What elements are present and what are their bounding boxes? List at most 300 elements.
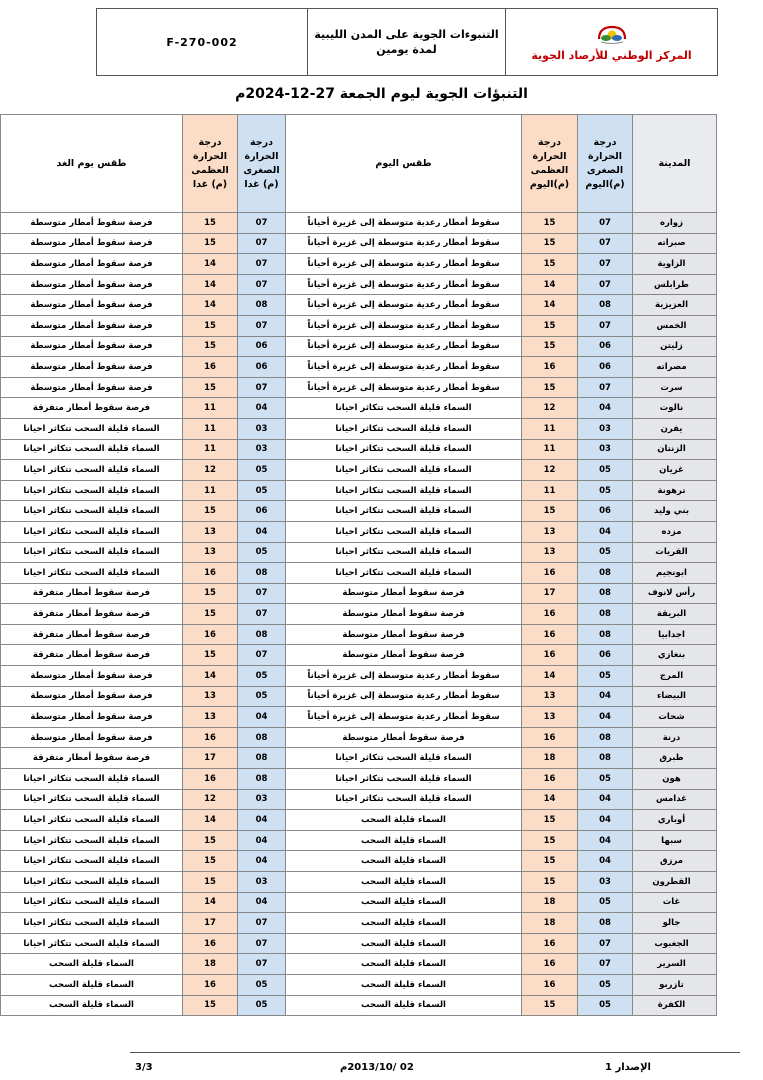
cell-max-today: 16 (522, 974, 578, 995)
cell-max-tomorrow: 11 (183, 480, 238, 501)
cell-min-tomorrow: 05 (238, 460, 286, 481)
cell-city: القطرون (633, 872, 717, 893)
cell-city: بنغازي (633, 645, 717, 666)
cell-min-tomorrow: 03 (238, 418, 286, 439)
cell-min-today: 05 (578, 666, 633, 687)
cell-max-today: 15 (522, 872, 578, 893)
cell-weather-today: سقوط أمطار رعدية متوسطة إلى غزيرة أحياناً (286, 377, 522, 398)
cell-weather-today: السماء قليلة السحب (286, 810, 522, 831)
cell-city: غدامس (633, 789, 717, 810)
cell-max-tomorrow: 11 (183, 418, 238, 439)
cell-min-tomorrow: 07 (238, 583, 286, 604)
cell-weather-tomorrow: السماء قليلة السحب تتكاثر احيانا (1, 460, 183, 481)
cell-city: اجدابيا (633, 624, 717, 645)
cell-max-today: 16 (522, 563, 578, 584)
page-title: التنبؤات الجوية ليوم الجمعة 27-12-2024م (235, 86, 528, 102)
cell-min-today: 08 (578, 563, 633, 584)
cell-min-today: 03 (578, 439, 633, 460)
cell-min-tomorrow: 04 (238, 851, 286, 872)
cell-max-tomorrow: 16 (183, 769, 238, 790)
cell-weather-today: السماء قليلة السحب تتكاثر احيانا (286, 563, 522, 584)
cell-max-tomorrow: 13 (183, 707, 238, 728)
cell-city: الزاوية (633, 254, 717, 275)
cell-city: المرج (633, 666, 717, 687)
cell-max-today: 16 (522, 357, 578, 378)
cell-min-tomorrow: 05 (238, 686, 286, 707)
cell-max-today: 13 (522, 707, 578, 728)
cell-weather-tomorrow: السماء قليلة السحب تتكاثر احيانا (1, 789, 183, 810)
cell-min-tomorrow: 04 (238, 892, 286, 913)
cell-weather-today: السماء قليلة السحب (286, 830, 522, 851)
cell-weather-tomorrow: فرصة سقوط أمطار متوسطة (1, 213, 183, 234)
cell-max-tomorrow: 15 (183, 583, 238, 604)
cell-city: يفرن (633, 418, 717, 439)
table-row (1, 769, 717, 790)
table-row (1, 439, 717, 460)
table-row (1, 707, 717, 728)
cell-weather-tomorrow: السماء قليلة السحب تتكاثر احيانا (1, 933, 183, 954)
cell-weather-tomorrow: فرصة سقوط أمطار متوسطة (1, 727, 183, 748)
table-row (1, 274, 717, 295)
cell-min-tomorrow: 05 (238, 995, 286, 1016)
cell-min-today: 08 (578, 727, 633, 748)
table-row (1, 604, 717, 625)
cell-weather-today: السماء قليلة السحب تتكاثر احيانا (286, 521, 522, 542)
cell-max-today: 15 (522, 233, 578, 254)
cell-min-tomorrow: 04 (238, 830, 286, 851)
cell-max-tomorrow: 14 (183, 810, 238, 831)
cell-max-tomorrow: 15 (183, 995, 238, 1016)
cell-min-tomorrow: 06 (238, 357, 286, 378)
cell-weather-tomorrow: فرصة سقوط أمطار متوسطة (1, 254, 183, 275)
cell-weather-tomorrow: السماء قليلة السحب تتكاثر احيانا (1, 563, 183, 584)
cell-city: غريان (633, 460, 717, 481)
col-min-tomorrow-header: درجة الحرارة الصغرى (م) غدا (238, 115, 286, 213)
cell-weather-tomorrow: السماء قليلة السحب تتكاثر احيانا (1, 480, 183, 501)
cell-weather-today: سقوط أمطار رعدية متوسطة إلى غزيرة أحياناً (286, 315, 522, 336)
cell-max-tomorrow: 16 (183, 563, 238, 584)
table-row (1, 398, 717, 419)
cell-city: مصراته (633, 357, 717, 378)
cell-min-tomorrow: 03 (238, 872, 286, 893)
cell-city: شحات (633, 707, 717, 728)
cell-min-tomorrow: 08 (238, 769, 286, 790)
cell-weather-tomorrow: السماء قليلة السحب تتكاثر احيانا (1, 830, 183, 851)
cell-min-today: 07 (578, 213, 633, 234)
cell-city: طبرق (633, 748, 717, 769)
cell-min-tomorrow: 08 (238, 727, 286, 748)
table-row (1, 686, 717, 707)
cell-min-today: 03 (578, 418, 633, 439)
cell-max-tomorrow: 15 (183, 851, 238, 872)
cell-weather-tomorrow: السماء قليلة السحب تتكاثر احيانا (1, 892, 183, 913)
cell-min-today: 08 (578, 624, 633, 645)
cell-city: العزيزية (633, 295, 717, 316)
cell-max-tomorrow: 12 (183, 460, 238, 481)
table-row (1, 233, 717, 254)
cell-min-tomorrow: 04 (238, 810, 286, 831)
cell-weather-tomorrow: السماء قليلة السحب تتكاثر احيانا (1, 521, 183, 542)
cell-max-tomorrow: 17 (183, 913, 238, 934)
cell-min-tomorrow: 07 (238, 315, 286, 336)
cell-min-tomorrow: 07 (238, 954, 286, 975)
cell-city: ترهونة (633, 480, 717, 501)
cell-city: بني وليد (633, 501, 717, 522)
cell-min-tomorrow: 08 (238, 295, 286, 316)
footer-page: 3/3 (135, 1062, 153, 1073)
table-row (1, 583, 717, 604)
cell-min-today: 05 (578, 542, 633, 563)
cell-weather-tomorrow: السماء قليلة السحب تتكاثر احيانا (1, 769, 183, 790)
cell-weather-today: السماء قليلة السحب (286, 974, 522, 995)
cell-city: سبها (633, 830, 717, 851)
col-weather-today-header: طقس اليوم (286, 115, 522, 213)
cell-max-tomorrow: 12 (183, 789, 238, 810)
cell-city: تازربو (633, 974, 717, 995)
cell-max-today: 13 (522, 542, 578, 563)
cell-min-tomorrow: 06 (238, 336, 286, 357)
table-row (1, 295, 717, 316)
document-title-line1: التنبوءات الجوية على المدن الليبية (314, 28, 499, 41)
cell-min-tomorrow: 04 (238, 707, 286, 728)
cell-city: الجغبوب (633, 933, 717, 954)
cell-max-tomorrow: 17 (183, 748, 238, 769)
table-row (1, 933, 717, 954)
cell-max-today: 18 (522, 913, 578, 934)
cell-max-tomorrow: 15 (183, 501, 238, 522)
cell-city: جالو (633, 913, 717, 934)
cell-min-today: 05 (578, 769, 633, 790)
cell-min-today: 05 (578, 480, 633, 501)
cell-weather-tomorrow: فرصة سقوط أمطار متوسطة (1, 666, 183, 687)
cell-max-today: 16 (522, 954, 578, 975)
cell-min-today: 04 (578, 789, 633, 810)
cell-min-tomorrow: 07 (238, 645, 286, 666)
table-header-row (1, 115, 717, 213)
cell-weather-today: السماء قليلة السحب تتكاثر احيانا (286, 501, 522, 522)
cell-max-tomorrow: 14 (183, 254, 238, 275)
table-row (1, 995, 717, 1016)
cell-weather-tomorrow: فرصة سقوط أمطار متوسطة (1, 295, 183, 316)
cell-weather-today: فرصة سقوط أمطار متوسطة (286, 727, 522, 748)
cell-max-tomorrow: 13 (183, 542, 238, 563)
cell-weather-today: السماء قليلة السحب تتكاثر احيانا (286, 439, 522, 460)
cell-weather-tomorrow: فرصة سقوط أمطار متفرقة (1, 398, 183, 419)
cell-weather-today: السماء قليلة السحب تتكاثر احيانا (286, 748, 522, 769)
cell-max-today: 15 (522, 995, 578, 1016)
cell-max-tomorrow: 15 (183, 213, 238, 234)
table-row (1, 213, 717, 234)
cell-weather-today: السماء قليلة السحب تتكاثر احيانا (286, 789, 522, 810)
cell-weather-today: سقوط أمطار رعدية متوسطة إلى غزيرة أحياناً (286, 213, 522, 234)
cell-max-today: 15 (522, 336, 578, 357)
cell-weather-tomorrow: فرصة سقوط أمطار متوسطة (1, 233, 183, 254)
table-row (1, 872, 717, 893)
cell-weather-tomorrow: فرصة سقوط أمطار متوسطة (1, 336, 183, 357)
form-code: F-270-002 (166, 35, 238, 49)
cell-min-tomorrow: 07 (238, 377, 286, 398)
cell-min-today: 05 (578, 460, 633, 481)
cell-min-today: 04 (578, 851, 633, 872)
document-header (96, 8, 718, 76)
cell-city: رأس لانوف (633, 583, 717, 604)
table-row (1, 357, 717, 378)
cell-max-today: 11 (522, 439, 578, 460)
table-row (1, 810, 717, 831)
cell-weather-tomorrow: السماء قليلة السحب تتكاثر احيانا (1, 810, 183, 831)
cell-max-today: 16 (522, 933, 578, 954)
cell-min-today: 06 (578, 357, 633, 378)
cell-max-tomorrow: 15 (183, 336, 238, 357)
cell-city: مزده (633, 521, 717, 542)
table-row (1, 748, 717, 769)
cell-weather-today: السماء قليلة السحب (286, 954, 522, 975)
cell-weather-tomorrow: السماء قليلة السحب تتكاثر احيانا (1, 501, 183, 522)
cell-min-tomorrow: 07 (238, 933, 286, 954)
cell-max-tomorrow: 16 (183, 727, 238, 748)
cell-min-today: 08 (578, 583, 633, 604)
cell-max-today: 18 (522, 748, 578, 769)
col-max-tomorrow-header: درجة الحرارة العظمى (م) غدا (183, 115, 238, 213)
document-title-line2: لمدة يومين (376, 43, 437, 56)
cell-max-today: 12 (522, 460, 578, 481)
cell-max-tomorrow: 14 (183, 892, 238, 913)
cell-weather-today: فرصة سقوط أمطار متوسطة (286, 604, 522, 625)
cell-max-today: 16 (522, 604, 578, 625)
table-row (1, 666, 717, 687)
cell-weather-today: السماء قليلة السحب (286, 913, 522, 934)
cell-city: زليتن (633, 336, 717, 357)
cell-weather-tomorrow: السماء قليلة السحب (1, 995, 183, 1016)
cell-max-tomorrow: 15 (183, 872, 238, 893)
cell-weather-tomorrow: فرصة سقوط أمطار متوسطة (1, 315, 183, 336)
table-row (1, 892, 717, 913)
cell-city: زواره (633, 213, 717, 234)
cell-min-today: 08 (578, 604, 633, 625)
cell-weather-tomorrow: فرصة سقوط أمطار متوسطة (1, 707, 183, 728)
cell-max-today: 14 (522, 789, 578, 810)
table-row (1, 542, 717, 563)
cell-min-today: 08 (578, 295, 633, 316)
cell-weather-tomorrow: فرصة سقوط أمطار متوسطة (1, 377, 183, 398)
cell-weather-tomorrow: السماء قليلة السحب (1, 954, 183, 975)
table-row (1, 460, 717, 481)
cell-max-tomorrow: 16 (183, 624, 238, 645)
cell-weather-tomorrow: السماء قليلة السحب تتكاثر احيانا (1, 542, 183, 563)
cell-city: صبراته (633, 233, 717, 254)
col-city-header: المدينة (633, 115, 717, 213)
cell-weather-today: فرصة سقوط أمطار متوسطة (286, 583, 522, 604)
cell-max-today: 14 (522, 274, 578, 295)
cell-min-today: 06 (578, 501, 633, 522)
cell-max-tomorrow: 11 (183, 398, 238, 419)
cell-max-tomorrow: 14 (183, 666, 238, 687)
cell-min-today: 04 (578, 398, 633, 419)
cell-min-tomorrow: 05 (238, 666, 286, 687)
cell-weather-today: السماء قليلة السحب (286, 892, 522, 913)
cell-max-today: 14 (522, 666, 578, 687)
cell-max-tomorrow: 16 (183, 933, 238, 954)
cell-min-today: 08 (578, 748, 633, 769)
cell-city: القريات (633, 542, 717, 563)
table-row (1, 521, 717, 542)
cell-min-today: 04 (578, 707, 633, 728)
cell-max-today: 15 (522, 830, 578, 851)
document-title-block (307, 9, 505, 75)
cell-min-today: 06 (578, 336, 633, 357)
cell-city: أوباري (633, 810, 717, 831)
cell-city: السرير (633, 954, 717, 975)
cell-max-today: 11 (522, 480, 578, 501)
cell-max-tomorrow: 15 (183, 604, 238, 625)
cell-min-tomorrow: 07 (238, 213, 286, 234)
cell-city: طرابلس (633, 274, 717, 295)
cell-min-today: 07 (578, 315, 633, 336)
cell-min-today: 08 (578, 913, 633, 934)
cell-max-tomorrow: 16 (183, 974, 238, 995)
cell-min-today: 03 (578, 872, 633, 893)
cell-weather-today: السماء قليلة السحب (286, 995, 522, 1016)
cell-weather-tomorrow: فرصة سقوط أمطار متفرقة (1, 624, 183, 645)
cell-min-tomorrow: 03 (238, 789, 286, 810)
col-min-today-header: درجة الحرارة الصغرى (م)اليوم (578, 115, 633, 213)
forecast-table (0, 114, 717, 1016)
cell-min-tomorrow: 03 (238, 439, 286, 460)
cell-max-today: 13 (522, 686, 578, 707)
cell-max-today: 17 (522, 583, 578, 604)
cell-min-tomorrow: 07 (238, 274, 286, 295)
table-row (1, 377, 717, 398)
cell-weather-tomorrow: السماء قليلة السحب تتكاثر احيانا (1, 418, 183, 439)
cell-max-today: 15 (522, 254, 578, 275)
cell-max-tomorrow: 15 (183, 377, 238, 398)
cell-city: درنة (633, 727, 717, 748)
cell-weather-today: السماء قليلة السحب تتكاثر احيانا (286, 398, 522, 419)
cell-weather-tomorrow: فرصة سقوط أمطار متفرقة (1, 604, 183, 625)
cell-min-today: 04 (578, 686, 633, 707)
col-weather-tomorrow-header: طقس يوم الغد (1, 115, 183, 213)
table-row (1, 418, 717, 439)
cell-min-tomorrow: 04 (238, 521, 286, 542)
cell-city: نالوت (633, 398, 717, 419)
cell-weather-today: السماء قليلة السحب (286, 851, 522, 872)
weather-logo-icon (595, 23, 629, 45)
cell-weather-today: سقوط أمطار رعدية متوسطة إلى غزيرة أحياناً (286, 254, 522, 275)
cell-max-today: 15 (522, 213, 578, 234)
cell-min-tomorrow: 05 (238, 974, 286, 995)
cell-max-today: 16 (522, 645, 578, 666)
cell-weather-tomorrow: فرصة سقوط أمطار متوسطة (1, 686, 183, 707)
cell-weather-today: سقوط أمطار رعدية متوسطة إلى غزيرة أحياناً (286, 233, 522, 254)
cell-max-today: 15 (522, 851, 578, 872)
table-row (1, 954, 717, 975)
cell-city: البيضاء (633, 686, 717, 707)
cell-min-tomorrow: 08 (238, 748, 286, 769)
cell-weather-today: سقوط أمطار رعدية متوسطة إلى غزيرة أحياناً (286, 336, 522, 357)
cell-max-today: 14 (522, 295, 578, 316)
cell-weather-today: سقوط أمطار رعدية متوسطة إلى غزيرة أحياناً (286, 295, 522, 316)
cell-min-today: 05 (578, 995, 633, 1016)
table-row (1, 624, 717, 645)
cell-city: البريقة (633, 604, 717, 625)
table-row (1, 336, 717, 357)
cell-weather-today: السماء قليلة السحب تتكاثر احيانا (286, 480, 522, 501)
cell-weather-today: السماء قليلة السحب تتكاثر احيانا (286, 769, 522, 790)
cell-max-tomorrow: 18 (183, 954, 238, 975)
cell-city: هون (633, 769, 717, 790)
cell-weather-tomorrow: السماء قليلة السحب تتكاثر احيانا (1, 851, 183, 872)
cell-min-today: 04 (578, 810, 633, 831)
cell-max-tomorrow: 16 (183, 357, 238, 378)
cell-min-today: 07 (578, 233, 633, 254)
cell-max-tomorrow: 15 (183, 233, 238, 254)
cell-weather-today: السماء قليلة السحب تتكاثر احيانا (286, 542, 522, 563)
cell-weather-today: السماء قليلة السحب تتكاثر احيانا (286, 460, 522, 481)
footer-divider (130, 1052, 740, 1053)
cell-city: الكفرة (633, 995, 717, 1016)
cell-weather-today: السماء قليلة السحب (286, 872, 522, 893)
table-row (1, 645, 717, 666)
table-row (1, 563, 717, 584)
cell-weather-today: سقوط أمطار رعدية متوسطة إلى غزيرة أحياناً (286, 357, 522, 378)
table-row (1, 974, 717, 995)
cell-weather-today: سقوط أمطار رعدية متوسطة إلى غزيرة أحياناً (286, 686, 522, 707)
cell-min-today: 07 (578, 933, 633, 954)
table-row (1, 254, 717, 275)
cell-max-today: 13 (522, 521, 578, 542)
cell-weather-tomorrow: فرصة سقوط أمطار متوسطة (1, 274, 183, 295)
cell-max-tomorrow: 13 (183, 521, 238, 542)
table-row (1, 315, 717, 336)
cell-min-tomorrow: 07 (238, 233, 286, 254)
cell-max-today: 15 (522, 377, 578, 398)
cell-min-tomorrow: 06 (238, 501, 286, 522)
cell-weather-today: السماء قليلة السحب (286, 933, 522, 954)
table-row (1, 830, 717, 851)
cell-min-tomorrow: 04 (238, 398, 286, 419)
cell-min-tomorrow: 07 (238, 913, 286, 934)
cell-city: الخمس (633, 315, 717, 336)
cell-max-today: 18 (522, 892, 578, 913)
cell-min-today: 07 (578, 274, 633, 295)
table-row (1, 789, 717, 810)
cell-max-today: 16 (522, 624, 578, 645)
organization-block (505, 9, 717, 75)
cell-city: غات (633, 892, 717, 913)
cell-max-tomorrow: 15 (183, 315, 238, 336)
table-row (1, 851, 717, 872)
cell-min-today: 05 (578, 974, 633, 995)
cell-weather-tomorrow: فرصة سقوط أمطار متفرقة (1, 748, 183, 769)
cell-min-tomorrow: 08 (238, 624, 286, 645)
forecast-rows (1, 213, 717, 1016)
cell-city: الزنتان (633, 439, 717, 460)
cell-min-today: 07 (578, 377, 633, 398)
footer-issue: الإصدار 1 (605, 1062, 651, 1073)
cell-max-tomorrow: 15 (183, 645, 238, 666)
cell-min-today: 04 (578, 830, 633, 851)
cell-min-today: 06 (578, 645, 633, 666)
cell-max-tomorrow: 11 (183, 439, 238, 460)
table-row (1, 501, 717, 522)
cell-weather-tomorrow: السماء قليلة السحب تتكاثر احيانا (1, 913, 183, 934)
cell-weather-today: فرصة سقوط أمطار متوسطة (286, 645, 522, 666)
cell-min-today: 07 (578, 954, 633, 975)
cell-min-tomorrow: 07 (238, 604, 286, 625)
cell-max-tomorrow: 13 (183, 686, 238, 707)
cell-city: سرت (633, 377, 717, 398)
cell-city: مرزق (633, 851, 717, 872)
